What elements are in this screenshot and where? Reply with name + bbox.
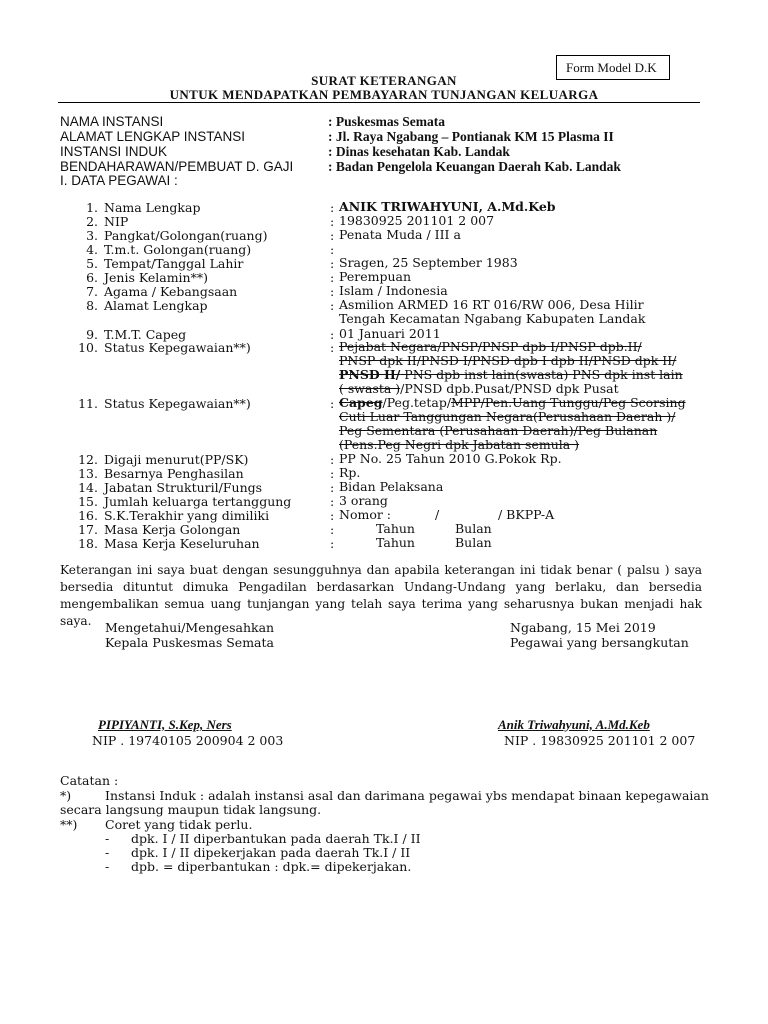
row-value: Bidan Pelaksana (339, 479, 444, 494)
row-number: 15. (78, 494, 98, 509)
bullet-dash: - (105, 831, 110, 846)
row-value: 19830925 201101 2 007 (339, 213, 495, 228)
row-label: Digaji menurut(PP/SK) (104, 452, 249, 467)
row-label: Tempat/Tanggal Lahir (104, 256, 244, 271)
note-bullet: dpb. = diperbantukan : dpk.= dipekerjakan. (131, 859, 412, 874)
status-option: ( swasta ) (339, 381, 401, 396)
row-value (339, 508, 711, 522)
row-colon: : (330, 284, 335, 299)
row-label: Masa Kerja Keseluruhan (104, 536, 260, 551)
row-value (339, 298, 711, 326)
instansi-value: : Badan Pengelola Keuangan Daerah Kab. Landak (328, 159, 621, 174)
row-number: 11. (78, 396, 98, 411)
note-text: Instansi Induk : adalah instansi asal dan darimana pegawai ybs mendapat binaan kepegawaian (105, 788, 709, 803)
row-colon: : (330, 522, 335, 537)
row-value: Sragen, 25 September 1983 (339, 255, 518, 270)
status-option: /PNSD dpb.Pusat/PNSD dpk Pusat (400, 381, 619, 396)
address-line: Asmilion ARMED 16 RT 016/RW 006, Desa Hilir (339, 297, 644, 312)
row-label: Agama / Kebangsaan (104, 284, 238, 299)
row-value: Penata Muda / III a (339, 227, 461, 242)
row-label: Pangkat/Golongan(ruang) (104, 228, 268, 243)
row-number: 3. (86, 228, 98, 243)
row-number: 6. (86, 270, 98, 285)
instansi-label: I. DATA PEGAWAI : (60, 173, 178, 188)
row-number: 7. (86, 284, 98, 299)
tahun-label: Tahun (376, 535, 415, 550)
document-subtitle: UNTUK MENDAPATKAN PEMBAYARAN TUNJANGAN KELUARGA (169, 87, 599, 102)
row-label: T.m.t. Golongan(ruang) (104, 242, 252, 257)
row-colon: : (330, 228, 335, 243)
row-colon: : (330, 508, 335, 523)
status-option-line: PNSP dpk II/PNSD I/PNSD dpb I dpb II/PNSD dpk II/ (339, 353, 677, 368)
row-colon: : (330, 242, 335, 257)
bullet-dash: - (105, 859, 110, 874)
status-option-line (339, 368, 711, 382)
row-label: T.M.T. Capeg (104, 327, 187, 342)
sk-agency: / BKPP-A (498, 507, 555, 522)
signer-right-nip: NIP . 19830925 201101 2 007 (504, 733, 696, 748)
row-label: Jumlah keluarga tertanggung (104, 494, 292, 509)
status-option-line: Cuti Luar Tanggungan Negara(Perusahaan Daerah )/ (339, 409, 676, 424)
row-label: S.K.Terakhir yang dimiliki (104, 508, 270, 523)
row-colon: : (330, 327, 335, 342)
row-colon: : (330, 270, 335, 285)
row-colon: : (330, 466, 335, 481)
row-colon: : (330, 200, 335, 215)
instansi-label: BENDAHARAWAN/PEMBUAT D. GAJI (60, 159, 294, 174)
address-line: Tengah Kecamatan Ngabang Kabupaten Landak (339, 311, 646, 326)
row-colon: : (330, 256, 335, 271)
signer-left-nip: NIP . 19740105 200904 2 003 (92, 733, 284, 748)
row-label: Status Kepegawaian**) (104, 396, 251, 411)
row-label: Status Kepegawaian**) (104, 340, 251, 355)
row-value: 01 Januari 2011 (339, 326, 441, 341)
row-colon: : (330, 298, 335, 313)
row-colon: : (330, 536, 335, 551)
sk-separator: / (435, 507, 440, 522)
note-bullet: dpk. I / II dipekerjakan pada daerah Tk.I / II (131, 845, 411, 860)
status-option: Capeg (339, 395, 383, 410)
document-title: SURAT KETERANGAN (311, 73, 457, 88)
signature-left-line1: Mengetahui/Mengesahkan (105, 620, 275, 635)
status-option: MPP/Pen.Uang Tunggu/Peg Scorsing (451, 395, 686, 410)
bulan-label: Bulan (455, 521, 492, 536)
status-option: /Peg.tetap/ (382, 395, 452, 410)
instansi-value: : Jl. Raya Ngabang – Pontianak KM 15 Plasma II (328, 129, 614, 144)
instansi-label: ALAMAT LENGKAP INSTANSI (60, 129, 246, 144)
row-label: Alamat Lengkap (104, 298, 208, 313)
row-number: 5. (86, 256, 98, 271)
sk-number-label: Nomor : (339, 507, 392, 522)
signer-right-name: Anik Triwahyuni, A.Md.Keb (498, 717, 650, 732)
row-number: 9. (86, 327, 98, 342)
row-colon: : (330, 494, 335, 509)
note-text: secara langsung maupun tidak langsung. (60, 802, 322, 817)
bullet-dash: - (105, 845, 110, 860)
row-value: 3 orang (339, 493, 388, 508)
signer-left-name: PIPIYANTI, S.Kep, Ners (98, 717, 232, 732)
note-marker: **) (60, 817, 78, 832)
row-number: 13. (78, 466, 98, 481)
signature-right-date: Ngabang, 15 Mei 2019 (510, 620, 656, 635)
title-underline (58, 102, 700, 103)
row-value: Perempuan (339, 269, 412, 284)
row-colon: : (330, 452, 335, 467)
instansi-label: INSTANSI INDUK (60, 144, 168, 159)
row-label: NIP (104, 214, 129, 229)
row-number: 2. (86, 214, 98, 229)
row-number: 4. (86, 242, 98, 257)
row-number: 17. (78, 522, 98, 537)
row-value: ANIK TRIWAHYUNI, A.Md.Keb (339, 199, 556, 214)
status-option-line: Peg Sementara (Perusahaan Daerah)/Peg Bulanan (339, 423, 658, 438)
statement-paragraph: Keterangan ini saya buat dengan sesungguhnya dan apabila keterangan ini tidak benar ( palsu ) saya bersedia dituntut dimuka Pengadilan berdasarkan Undang-Undang yang berlaku, dan bersedia mengembalikan semua uang tunjangan yang telah saya terima yang seharusnya bukan menjadi hak saya. (60, 563, 702, 628)
notes-heading: Catatan : (60, 773, 119, 788)
row-number: 8. (86, 298, 98, 313)
row-label: Jabatan Strukturil/Fungs (104, 480, 263, 495)
instansi-value: : Dinas kesehatan Kab. Landak (328, 144, 510, 159)
row-value (339, 340, 711, 396)
row-number: 12. (78, 452, 98, 467)
row-number: 16. (78, 508, 98, 523)
row-colon: : (330, 340, 335, 355)
row-value: PP No. 25 Tahun 2010 G.Pokok Rp. (339, 451, 562, 466)
row-label: Besarnya Penghasilan (104, 466, 244, 481)
row-label: Nama Lengkap (104, 200, 201, 215)
form-model-box: Form Model D.K (556, 55, 670, 80)
row-number: 18. (78, 536, 98, 551)
row-number: 1. (86, 200, 98, 215)
bulan-label: Bulan (455, 535, 492, 550)
row-value: Rp. (339, 465, 361, 480)
row-number: 14. (78, 480, 98, 495)
row-number: 10. (78, 340, 98, 355)
status-option: PNSD II/ (339, 367, 401, 382)
status-option-line: Pejabat Negara/PNSP/PNSP dpb I/PNSP dpb.II/ (339, 339, 642, 354)
status-option-line (339, 382, 711, 396)
row-label: Masa Kerja Golongan (104, 522, 241, 537)
row-value: Islam / Indonesia (339, 283, 448, 298)
status-option-line (339, 396, 711, 410)
tahun-label: Tahun (376, 521, 415, 536)
instansi-value: : Puskesmas Semata (328, 114, 445, 129)
instansi-label: NAMA INSTANSI (60, 114, 164, 129)
note-text: Coret yang tidak perlu. (105, 817, 253, 832)
note-bullet: dpk. I / II diperbantukan pada daerah Tk.I / II (131, 831, 421, 846)
row-colon: : (330, 214, 335, 229)
status-option-line: (Pens.Peg Negri dpk Jabatan semula ) (339, 437, 580, 452)
row-colon: : (330, 396, 335, 411)
status-option: PNS dpb inst lain(swasta) PNS dpk inst lain (400, 367, 683, 382)
signature-left-line2: Kepala Puskesmas Semata (105, 635, 274, 650)
row-value (339, 396, 711, 452)
note-marker: *) (60, 788, 72, 803)
row-label: Jenis Kelamin**) (104, 270, 208, 285)
row-colon: : (330, 480, 335, 495)
signature-right-line2: Pegawai yang bersangkutan (510, 635, 689, 650)
